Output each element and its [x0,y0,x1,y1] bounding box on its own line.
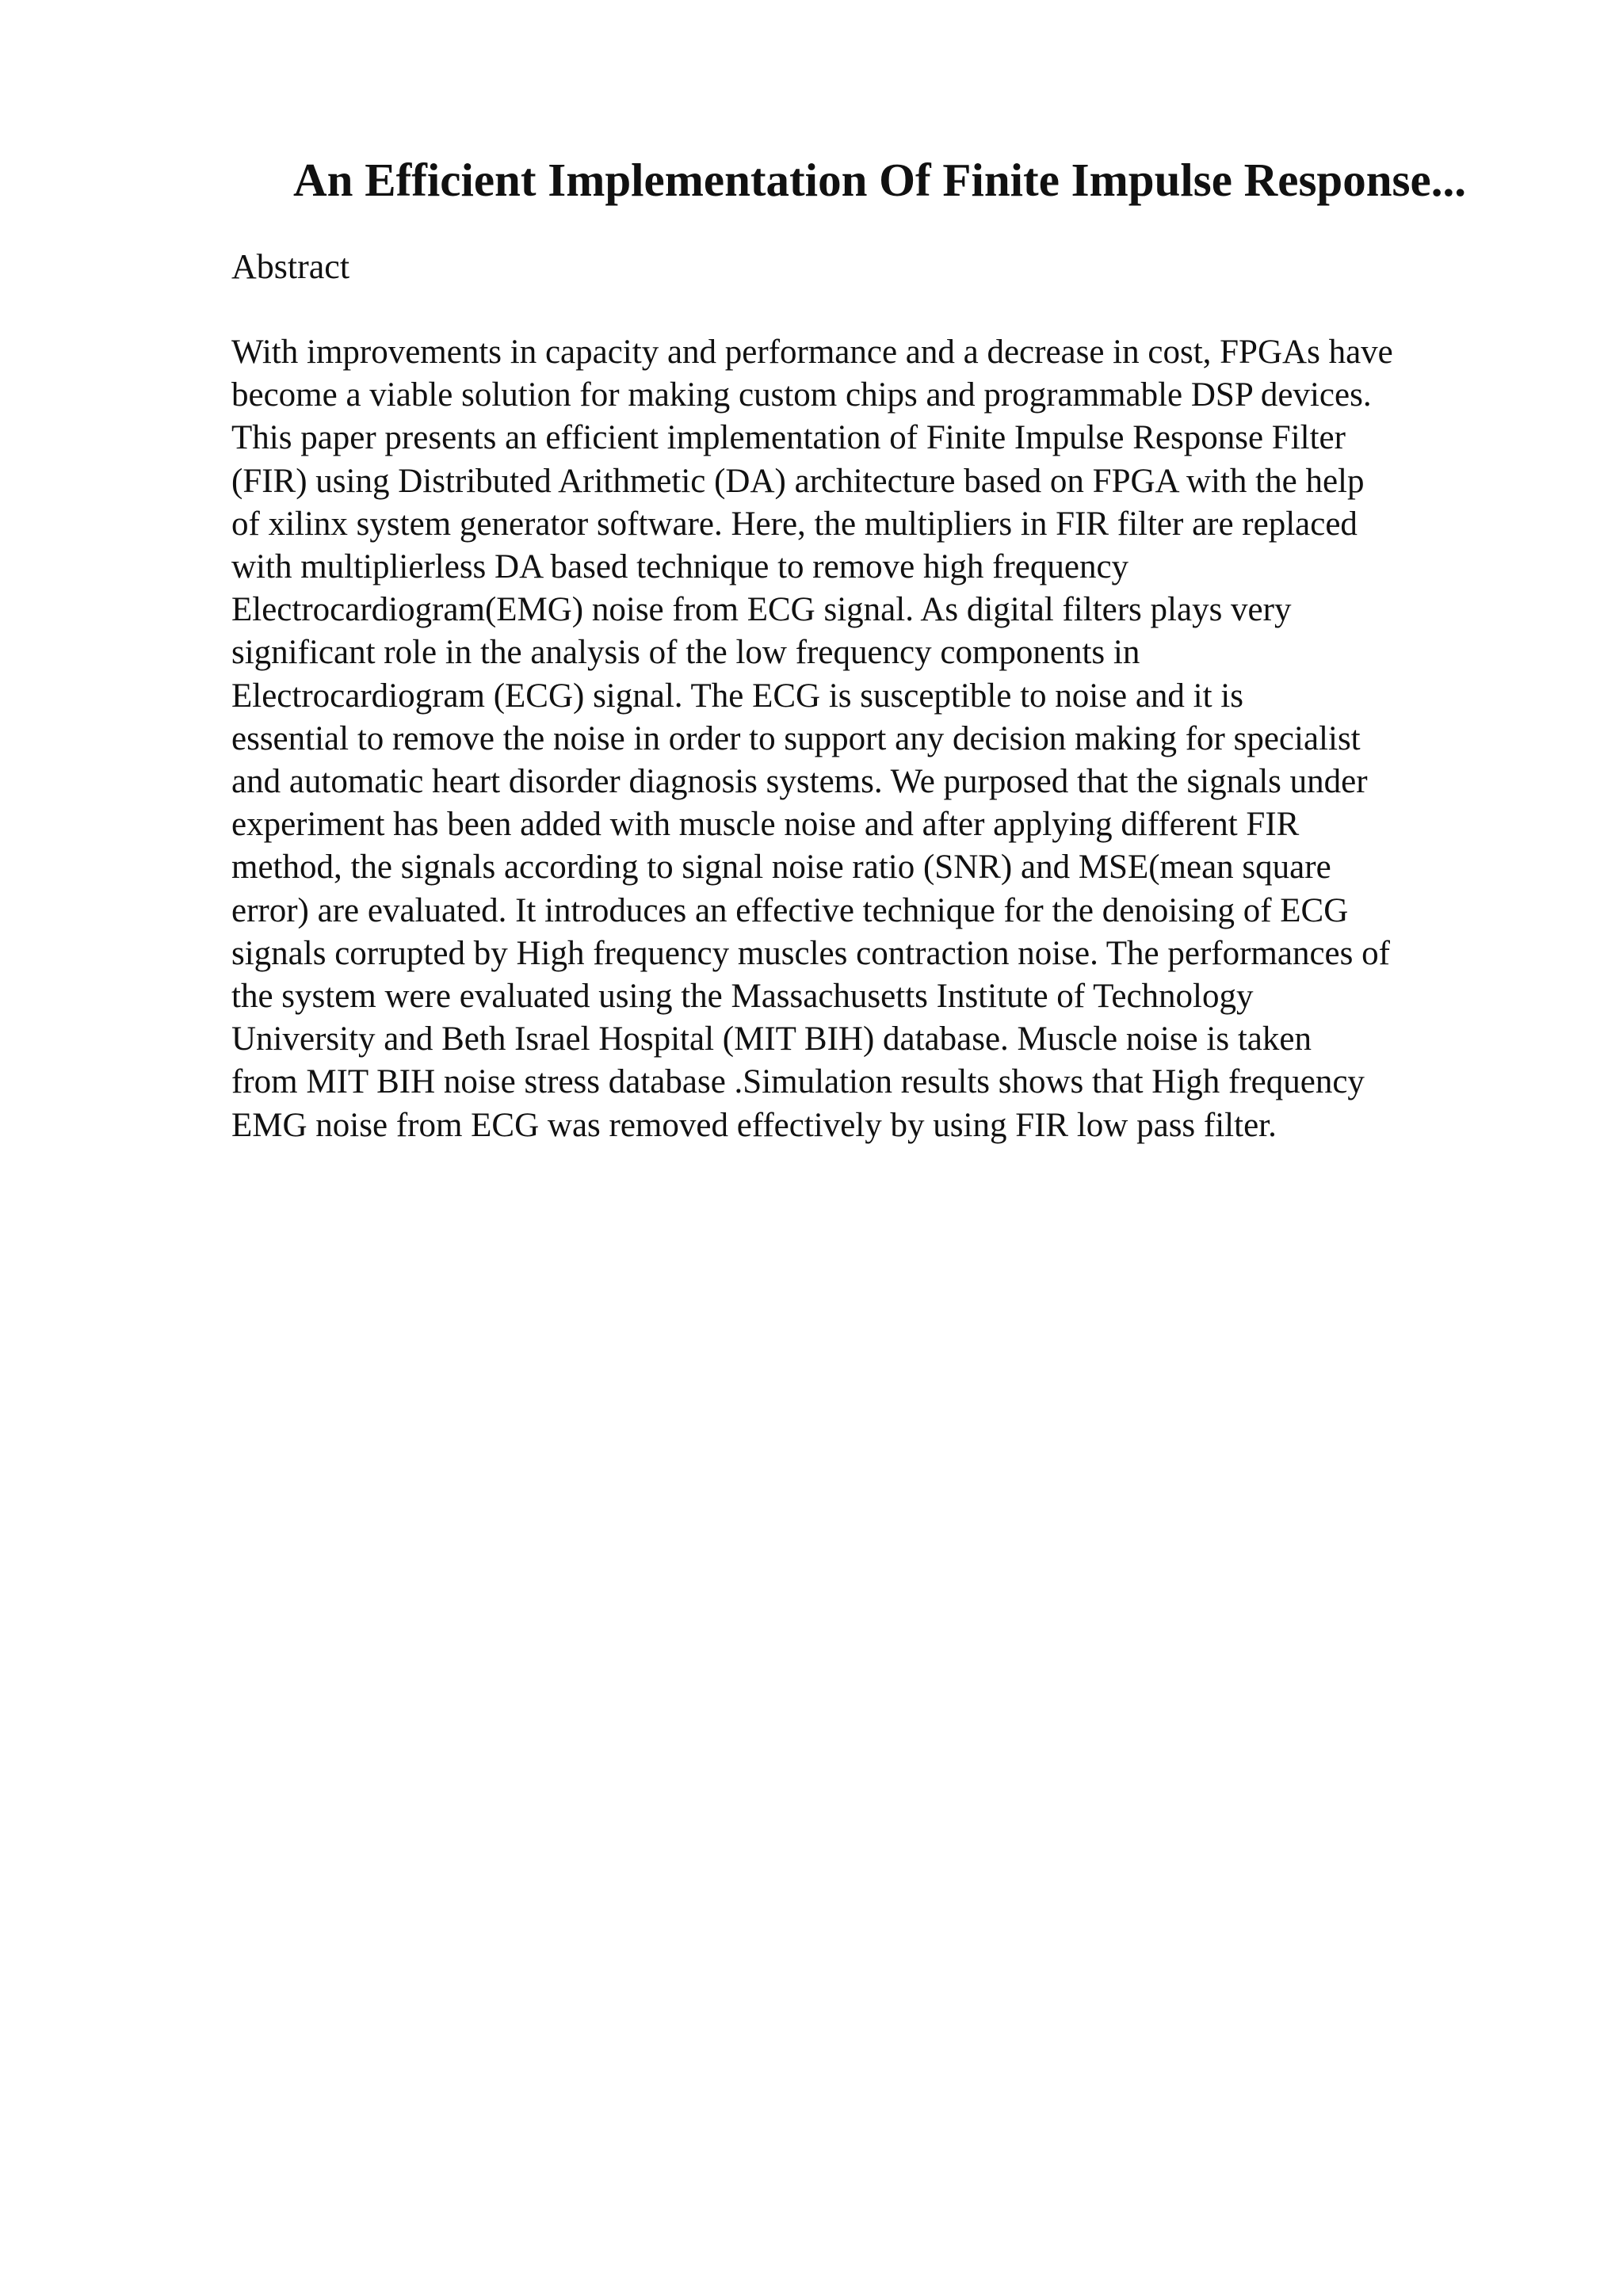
abstract-line: (FIR) using Distributed Arithmetic (DA) architecture based on FPGA with the help [231,462,1365,500]
abstract-line: experiment has been added with muscle noise and after applying different FIR [231,806,1300,844]
abstract-line: with multiplierless DA based technique to remove high frequency [231,548,1129,586]
abstract-line: signals corrupted by High frequency muscles contraction noise. The performances of [231,934,1390,972]
abstract-line: This paper presents an efficient implementation of Finite Impulse Response Filter [231,419,1346,457]
abstract-line: Electrocardiogram (ECG) signal. The ECG is susceptible to noise and it is [231,677,1243,715]
abstract-line: and automatic heart disorder diagnosis systems. We purposed that the signals under [231,763,1368,801]
abstract-line: Electrocardiogram(EMG) noise from ECG signal. As digital filters plays very [231,591,1292,629]
abstract-line: error) are evaluated. It introduces an effective technique for the denoising of ECG [231,891,1349,929]
abstract-body [231,331,1547,1147]
abstract-line: With improvements in capacity and performance and a decrease in cost, FPGAs have [231,334,1393,371]
abstract-line: method, the signals according to signal noise ratio (SNR) and MSE(mean square [231,849,1331,887]
abstract-line: of xilinx system generator software. Here, the multipliers in FIR filter are replaced [231,505,1358,543]
abstract-line: from MIT BIH noise stress database .Simulation results shows that High frequency [231,1063,1365,1101]
abstract-line: significant role in the analysis of the low frequency components in [231,634,1140,672]
abstract-heading: Abstract [231,247,350,286]
abstract-line: EMG noise from ECG was removed effectively by using FIR low pass filter. [231,1106,1277,1144]
abstract-line: become a viable solution for making custom chips and programmable DSP devices. [231,376,1372,414]
abstract-line: University and Beth Israel Hospital (MIT BIH) database. Muscle noise is taken [231,1020,1312,1058]
document-title: An Efficient Implementation Of Finite Impulse Response... [293,154,1466,206]
abstract-line: the system were evaluated using the Massachusetts Institute of Technology [231,978,1254,1016]
abstract-line: essential to remove the noise in order to support any decision making for specialist [231,719,1361,757]
